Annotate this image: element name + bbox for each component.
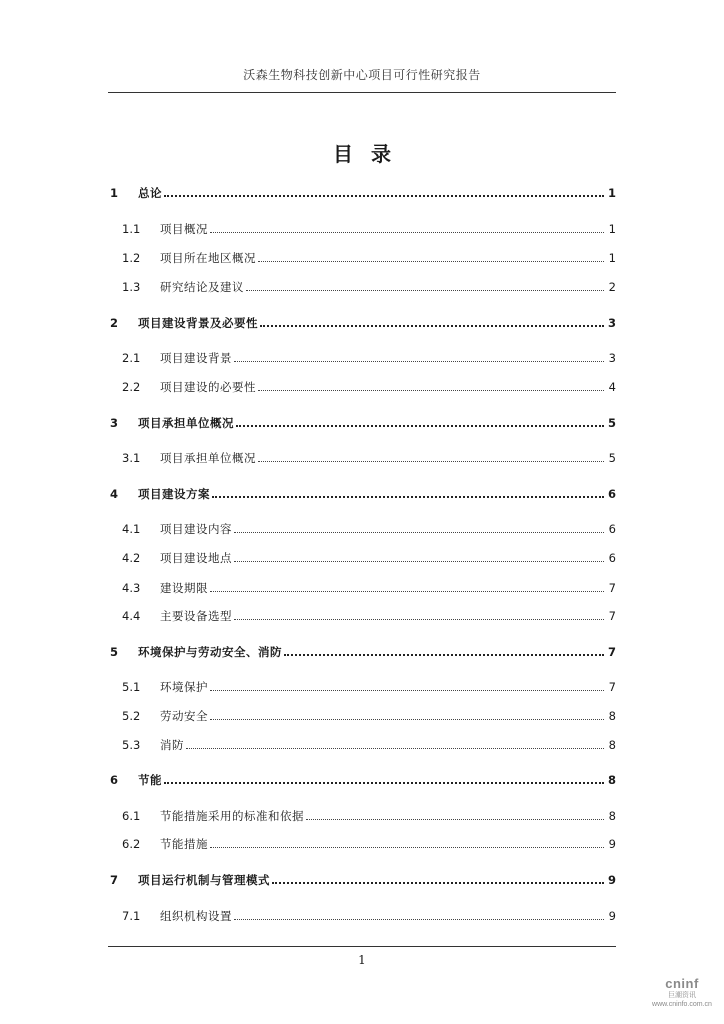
toc-dot-leader [236, 425, 604, 427]
toc-entry-number: 5.2 [122, 709, 141, 723]
toc-entry-label: 项目承担单位概况 [160, 451, 256, 465]
toc-entry-page: 7 [607, 645, 616, 659]
watermark-logo [650, 976, 714, 1016]
toc-entry-page: 8 [608, 738, 616, 752]
toc-entry-number: 1.2 [122, 251, 141, 265]
toc-entry-label: 研究结论及建议 [160, 280, 244, 294]
watermark-sub-text: 巨潮资讯 [668, 991, 696, 999]
toc-entry-label: 节能 [138, 773, 162, 787]
toc-dot-leader [272, 882, 604, 884]
toc-dot-leader [284, 654, 604, 656]
toc-entry-label: 项目建设的必要性 [160, 380, 256, 394]
watermark-logo-text: cninf [665, 976, 699, 991]
toc-entry-label: 项目建设内容 [160, 522, 232, 536]
toc-section-entry[interactable] [108, 705, 616, 723]
toc-entry-label: 主要设备选型 [160, 609, 232, 623]
toc-entry-number: 5.3 [122, 738, 141, 752]
toc-entry-number: 4.2 [122, 551, 141, 565]
toc-entry-number: 2 [110, 316, 119, 330]
toc-dot-leader [234, 361, 604, 362]
toc-chapter-entry[interactable] [108, 483, 616, 501]
toc-dot-leader [210, 690, 604, 691]
toc-entry-number: 4.1 [122, 522, 141, 536]
toc-section-entry[interactable] [108, 833, 616, 851]
toc-section-entry[interactable] [108, 447, 616, 465]
toc-dot-leader [246, 290, 604, 291]
toc-entry-page: 4 [608, 380, 616, 394]
toc-chapter-entry[interactable] [108, 182, 616, 200]
toc-dot-leader [212, 496, 604, 498]
toc-entry-label: 环境保护 [160, 680, 208, 694]
toc-entry-number: 5 [110, 645, 119, 659]
toc-chapter-entry[interactable] [108, 312, 616, 330]
toc-section-entry[interactable] [108, 577, 616, 595]
toc-entry-label: 建设期限 [160, 581, 208, 595]
toc-entry-page: 9 [608, 909, 616, 923]
toc-entry-number: 3 [110, 416, 119, 430]
toc-section-entry[interactable] [108, 276, 616, 294]
toc-dot-leader [210, 847, 604, 848]
toc-entry-page: 7 [608, 680, 616, 694]
toc-dot-leader [258, 461, 604, 462]
toc-entry-label: 项目所在地区概况 [160, 251, 256, 265]
toc-entry-page: 3 [607, 316, 616, 330]
toc-entry-number: 2.1 [122, 351, 141, 365]
toc-entry-label: 组织机构设置 [160, 909, 232, 923]
toc-section-entry[interactable] [108, 805, 616, 823]
toc-dot-leader [164, 195, 604, 197]
toc-entry-page: 5 [607, 416, 616, 430]
toc-dot-leader [258, 390, 604, 391]
toc-section-entry[interactable] [108, 605, 616, 623]
toc-entry-label: 项目建设背景 [160, 351, 232, 365]
toc-entry-page: 8 [608, 709, 616, 723]
toc-entry-page: 6 [608, 551, 616, 565]
toc-section-entry[interactable] [108, 218, 616, 236]
toc-entry-number: 2.2 [122, 380, 141, 394]
toc-section-entry[interactable] [108, 518, 616, 536]
header-divider [108, 92, 616, 93]
toc-entry-page: 1 [608, 251, 616, 265]
toc-dot-leader [234, 619, 604, 620]
toc-entry-label: 项目概况 [160, 222, 208, 236]
toc-dot-leader [234, 561, 604, 562]
toc-entry-page: 7 [608, 581, 616, 595]
toc-section-entry[interactable] [108, 547, 616, 565]
toc-entry-label: 项目建设方案 [138, 487, 210, 501]
toc-entry-number: 1.3 [122, 280, 141, 294]
toc-dot-leader [260, 325, 604, 327]
watermark-url: www.cninfo.com.cn [652, 1001, 712, 1008]
toc-entry-page: 1 [607, 186, 616, 200]
toc-dot-leader [258, 261, 604, 262]
toc-title: 目录 [333, 142, 409, 166]
toc-entry-label: 节能措施采用的标准和依据 [160, 809, 304, 823]
toc-entry-page: 1 [608, 222, 616, 236]
toc-entry-number: 6.1 [122, 809, 141, 823]
toc-entry-number: 1 [110, 186, 119, 200]
toc-entry-label: 节能措施 [160, 837, 208, 851]
toc-dot-leader [210, 719, 604, 720]
toc-dot-leader [186, 748, 604, 749]
toc-chapter-entry[interactable] [108, 641, 616, 659]
toc-entry-page: 8 [608, 809, 616, 823]
toc-entry-number: 4.3 [122, 581, 141, 595]
toc-dot-leader [306, 819, 604, 820]
toc-entry-label: 项目建设背景及必要性 [138, 316, 258, 330]
toc-section-entry[interactable] [108, 376, 616, 394]
toc-entry-page: 7 [608, 609, 616, 623]
toc-entry-page: 6 [608, 522, 616, 536]
toc-entry-number: 3.1 [122, 451, 141, 465]
toc-entry-number: 6 [110, 773, 119, 787]
toc-section-entry[interactable] [108, 905, 616, 923]
toc-section-entry[interactable] [108, 734, 616, 752]
toc-entry-number: 4.4 [122, 609, 141, 623]
toc-section-entry[interactable] [108, 347, 616, 365]
toc-dot-leader [210, 591, 604, 592]
toc-dot-leader [234, 532, 604, 533]
toc-entry-number: 7.1 [122, 909, 141, 923]
toc-chapter-entry[interactable] [108, 769, 616, 787]
toc-chapter-entry[interactable] [108, 412, 616, 430]
toc-entry-number: 5.1 [122, 680, 141, 694]
toc-dot-leader [210, 232, 604, 233]
toc-entry-label: 环境保护与劳动安全、消防 [138, 645, 282, 659]
toc-entry-label: 劳动安全 [160, 709, 208, 723]
toc-entry-page: 9 [607, 873, 616, 887]
toc-entry-number: 4 [110, 487, 119, 501]
toc-entry-page: 9 [608, 837, 616, 851]
toc-chapter-entry[interactable] [108, 869, 616, 887]
toc-entry-page: 2 [608, 280, 616, 294]
toc-entry-number: 1.1 [122, 222, 141, 236]
toc-entry-page: 3 [608, 351, 616, 365]
footer-divider [108, 946, 616, 947]
toc-entry-number: 7 [110, 873, 119, 887]
toc-entry-page: 6 [607, 487, 616, 501]
toc-entry-page: 5 [608, 451, 616, 465]
page-number: 1 [358, 953, 366, 967]
toc-dot-leader [234, 919, 604, 920]
toc-entry-label: 项目承担单位概况 [138, 416, 234, 430]
toc-entry-label: 消防 [160, 738, 184, 752]
toc-section-entry[interactable] [108, 247, 616, 265]
toc-dot-leader [164, 782, 604, 784]
toc-entry-label: 总论 [138, 186, 162, 200]
header-title: 沃森生物科技创新中心项目可行性研究报告 [243, 68, 481, 82]
toc-entry-label: 项目运行机制与管理模式 [138, 873, 270, 887]
toc-entry-number: 6.2 [122, 837, 141, 851]
toc-section-entry[interactable] [108, 676, 616, 694]
toc-entry-page: 8 [607, 773, 616, 787]
toc-entry-label: 项目建设地点 [160, 551, 232, 565]
